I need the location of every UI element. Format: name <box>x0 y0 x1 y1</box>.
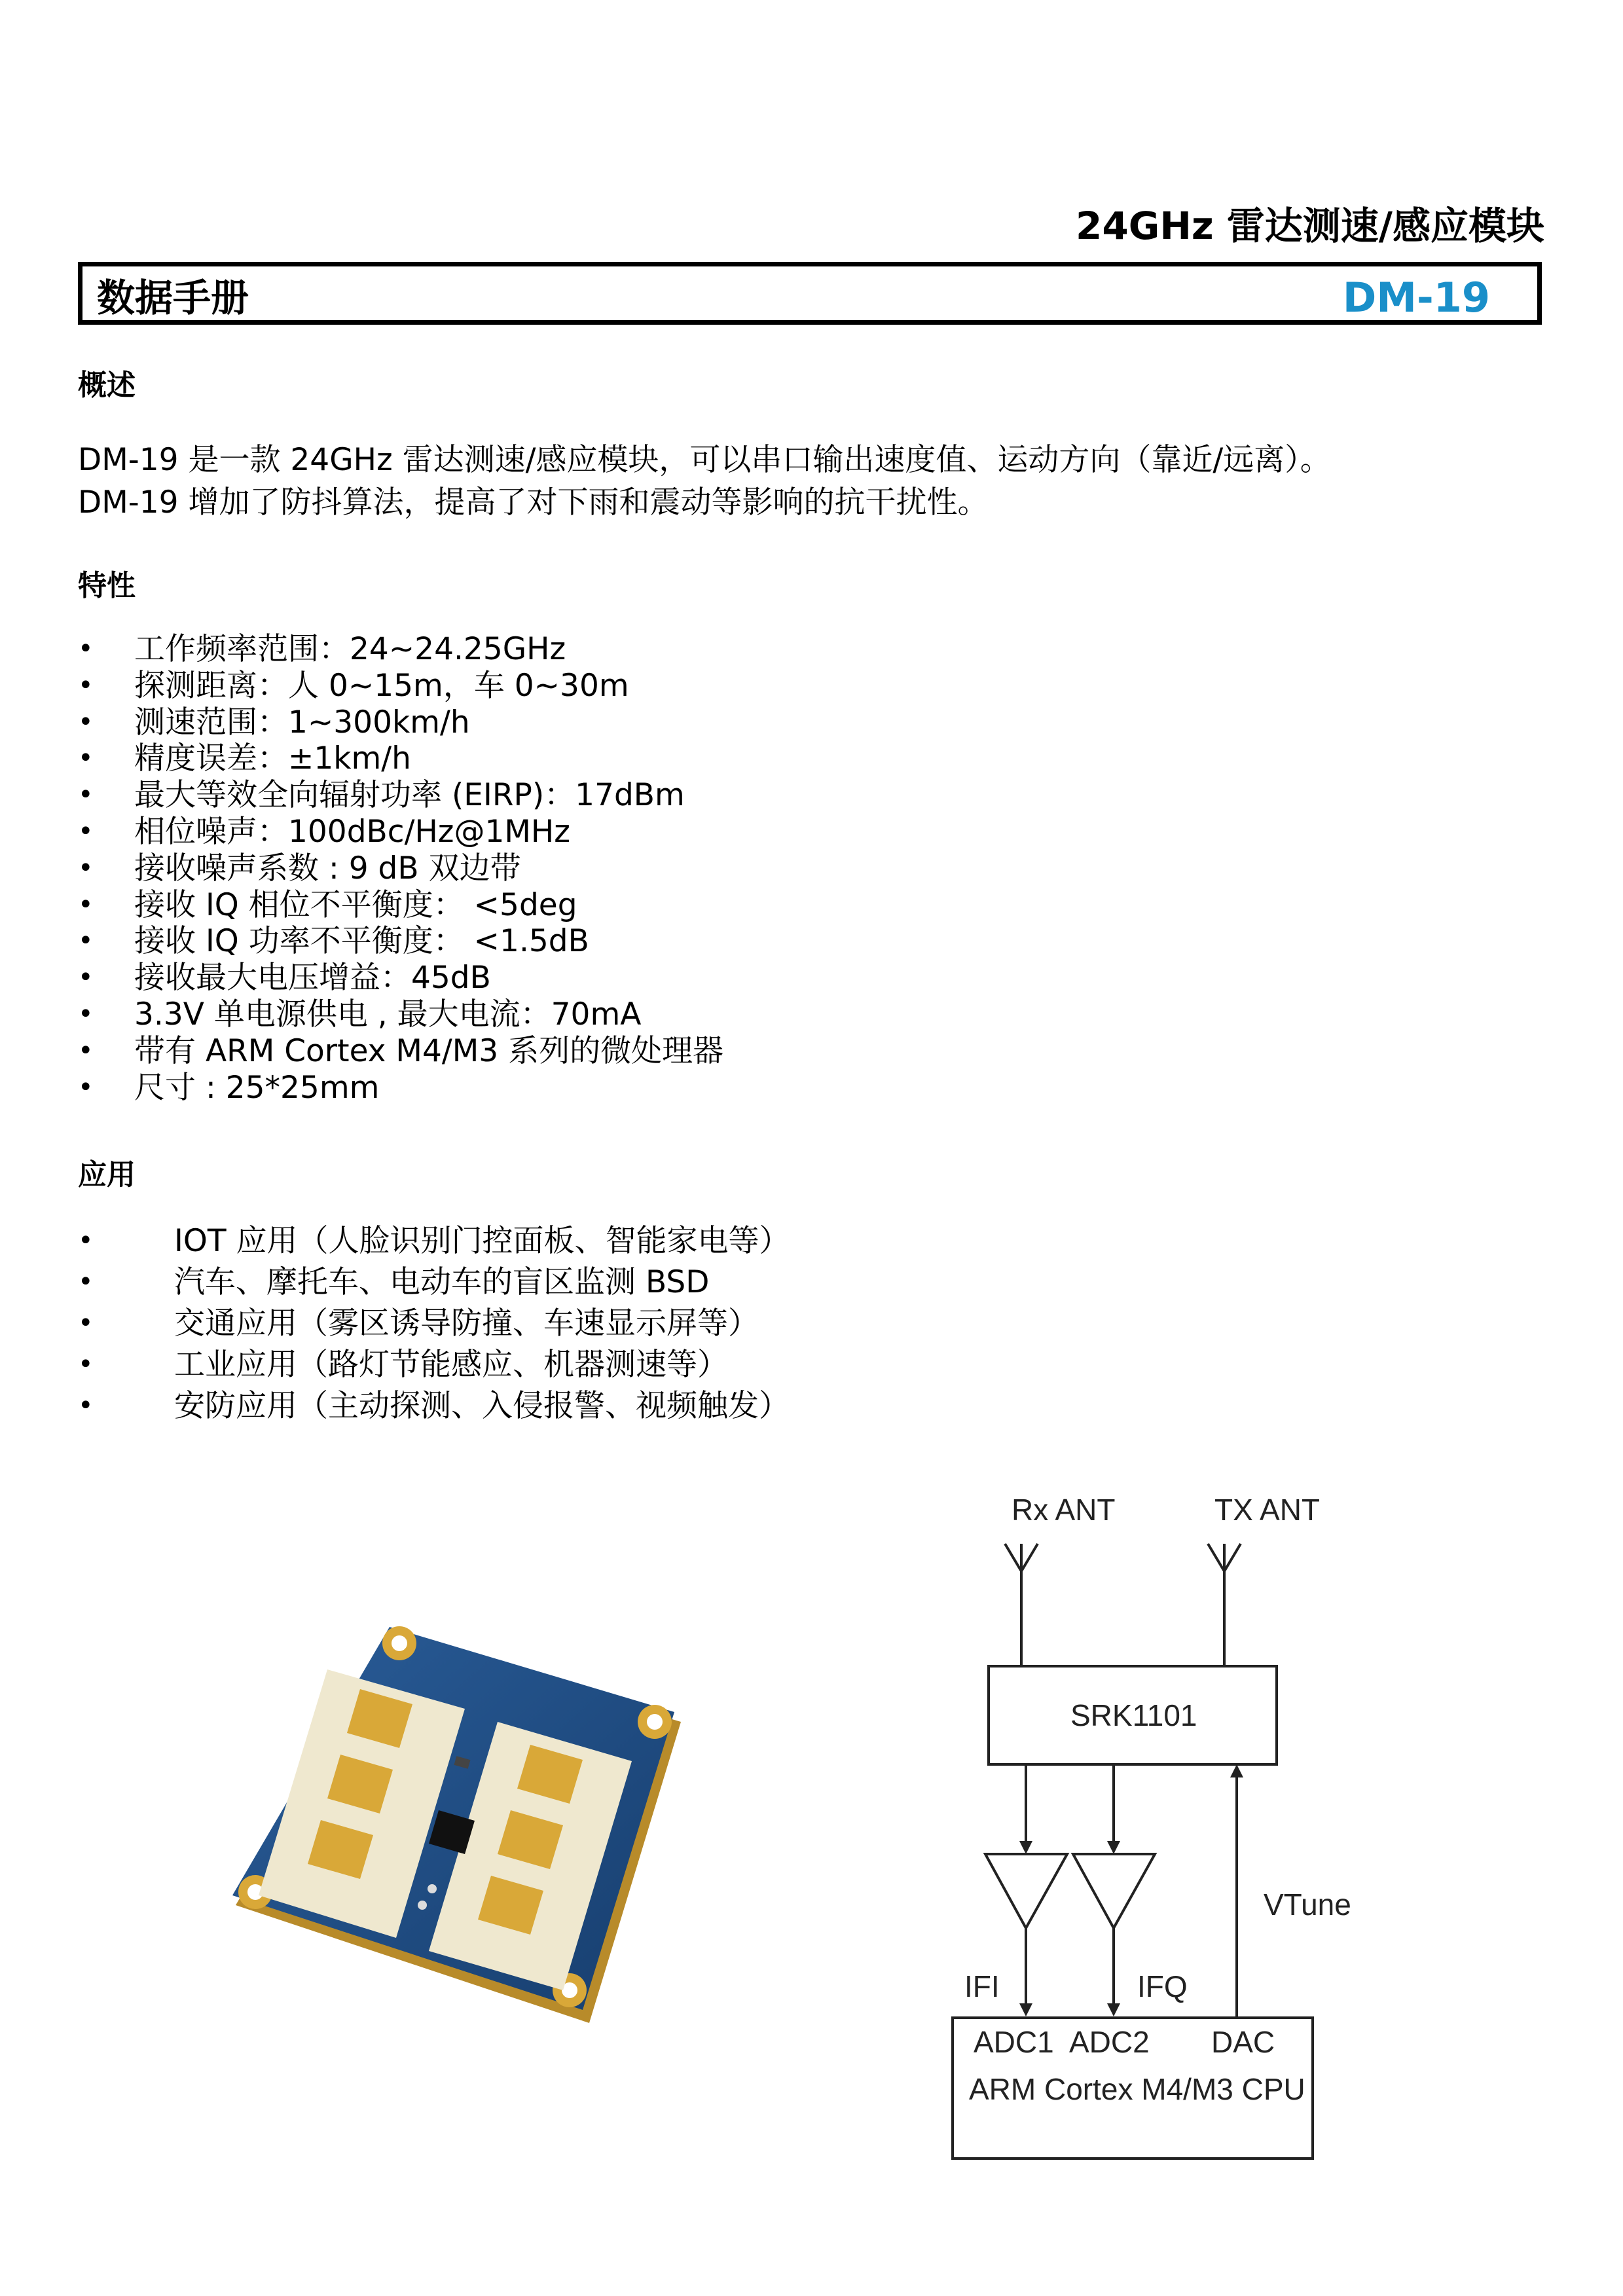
tx-ant-label: TX ANT <box>1214 1493 1321 1527</box>
bullet-icon: • <box>78 816 94 847</box>
list-item: • 测速范围：1~300km/h <box>78 704 470 740</box>
list-item: • IOT 应用（人脸识别门控面板、智能家电等） <box>78 1220 1125 1262</box>
list-item: • 最大等效全向辐射功率 (EIRP)：17dBm <box>78 777 685 814</box>
application-list <box>78 1220 1125 1427</box>
bullet-icon: • <box>78 1226 94 1256</box>
ifq-label: IFQ <box>1137 1969 1188 2003</box>
list-item: • 安防应用（主动探测、入侵报警、视频触发） <box>78 1385 1125 1427</box>
features-heading: 特性 <box>78 569 136 602</box>
overview-line-1: DM-19 是一款 24GHz 雷达测速/感应模块，可以串口输出速度值、运动方向（靠近/远离）。 <box>78 442 1331 478</box>
bullet-icon: • <box>78 670 94 701</box>
bullet-icon: • <box>78 743 94 774</box>
document-title: 24GHz 雷达测速/感应模块 <box>1076 204 1544 248</box>
list-item: • 汽车、摩托车、电动车的盲区监测 BSD <box>78 1262 1125 1303</box>
arrow-down-icon <box>1019 2003 1032 2016</box>
arrow-down-icon <box>1107 1841 1120 1854</box>
list-item: • 3.3V 单电源供电 , 最大电流：70mA <box>78 996 642 1032</box>
dac-label: DAC <box>1211 2025 1275 2059</box>
bullet-icon: • <box>78 1308 94 1338</box>
list-item: • 接收 IQ 功率不平衡度： <1.5dB <box>78 923 589 960</box>
adc1-label: ADC1 <box>974 2025 1054 2059</box>
radar-module-photo <box>223 1597 694 2056</box>
list-item: • 工业应用（路灯节能感应、机器测速等） <box>78 1344 1125 1385</box>
overview-line-2: DM-19 增加了防抖算法，提高了对下雨和震动等影响的抗干扰性。 <box>78 484 989 520</box>
bullet-icon: • <box>78 706 94 737</box>
vtune-label: VTune <box>1264 1887 1351 1922</box>
arrow-down-icon <box>1019 1841 1032 1854</box>
header-bar <box>78 262 1542 325</box>
amplifier-q-icon <box>1073 1854 1155 1928</box>
cpu-label: ARM Cortex M4/M3 CPU <box>969 2072 1305 2106</box>
amplifier-i-icon <box>985 1854 1067 1928</box>
bullet-icon: • <box>78 1267 94 1297</box>
block-diagram <box>913 1473 1385 2180</box>
bullet-icon: • <box>78 634 94 664</box>
applications-heading: 应用 <box>78 1158 136 1192</box>
header-label-datasheet: 数据手册 <box>97 276 249 320</box>
bullet-icon: • <box>78 852 94 883</box>
bullet-icon: • <box>78 780 94 811</box>
bullet-icon: • <box>78 998 94 1029</box>
bullet-icon: • <box>78 889 94 920</box>
list-item: • 相位噪声：100dBc/Hz@1MHz <box>78 813 570 850</box>
overview-heading: 概述 <box>78 369 136 402</box>
list-item: • 带有 ARM Cortex M4/M3 系列的微处理器 <box>78 1032 724 1069</box>
list-item: • 尺寸 : 25*25mm <box>78 1069 380 1106</box>
list-item: • 工作频率范围：24~24.25GHz <box>78 631 566 667</box>
bullet-icon: • <box>78 1391 94 1421</box>
arrow-up-icon <box>1230 1764 1243 1777</box>
list-item: • 接收噪声系数 : 9 dB 双边带 <box>78 850 521 886</box>
list-item: • 接收 IQ 相位不平衡度： <5deg <box>78 886 577 923</box>
bullet-icon: • <box>78 926 94 957</box>
list-item: • 探测距离：人 0~15m，车 0~30m <box>78 667 629 704</box>
bullet-icon: • <box>78 1349 94 1379</box>
arrow-down-icon <box>1107 2003 1120 2016</box>
ifi-label: IFI <box>964 1969 1000 2003</box>
model-number: DM-19 <box>1342 274 1490 321</box>
list-item: • 交通应用（雾区诱导防撞、车速显示屏等） <box>78 1303 1125 1344</box>
bullet-icon: • <box>78 1035 94 1066</box>
bullet-icon: • <box>78 1072 94 1102</box>
list-item: • 接收最大电压增益：45dB <box>78 960 491 996</box>
chip-label: SRK1101 <box>1070 1698 1197 1732</box>
bullet-icon: • <box>78 962 94 993</box>
adc2-label: ADC2 <box>1069 2025 1150 2059</box>
feature-list <box>78 631 1125 1106</box>
list-item: • 精度误差：±1km/h <box>78 740 411 777</box>
rx-ant-label: Rx ANT <box>1012 1493 1116 1527</box>
